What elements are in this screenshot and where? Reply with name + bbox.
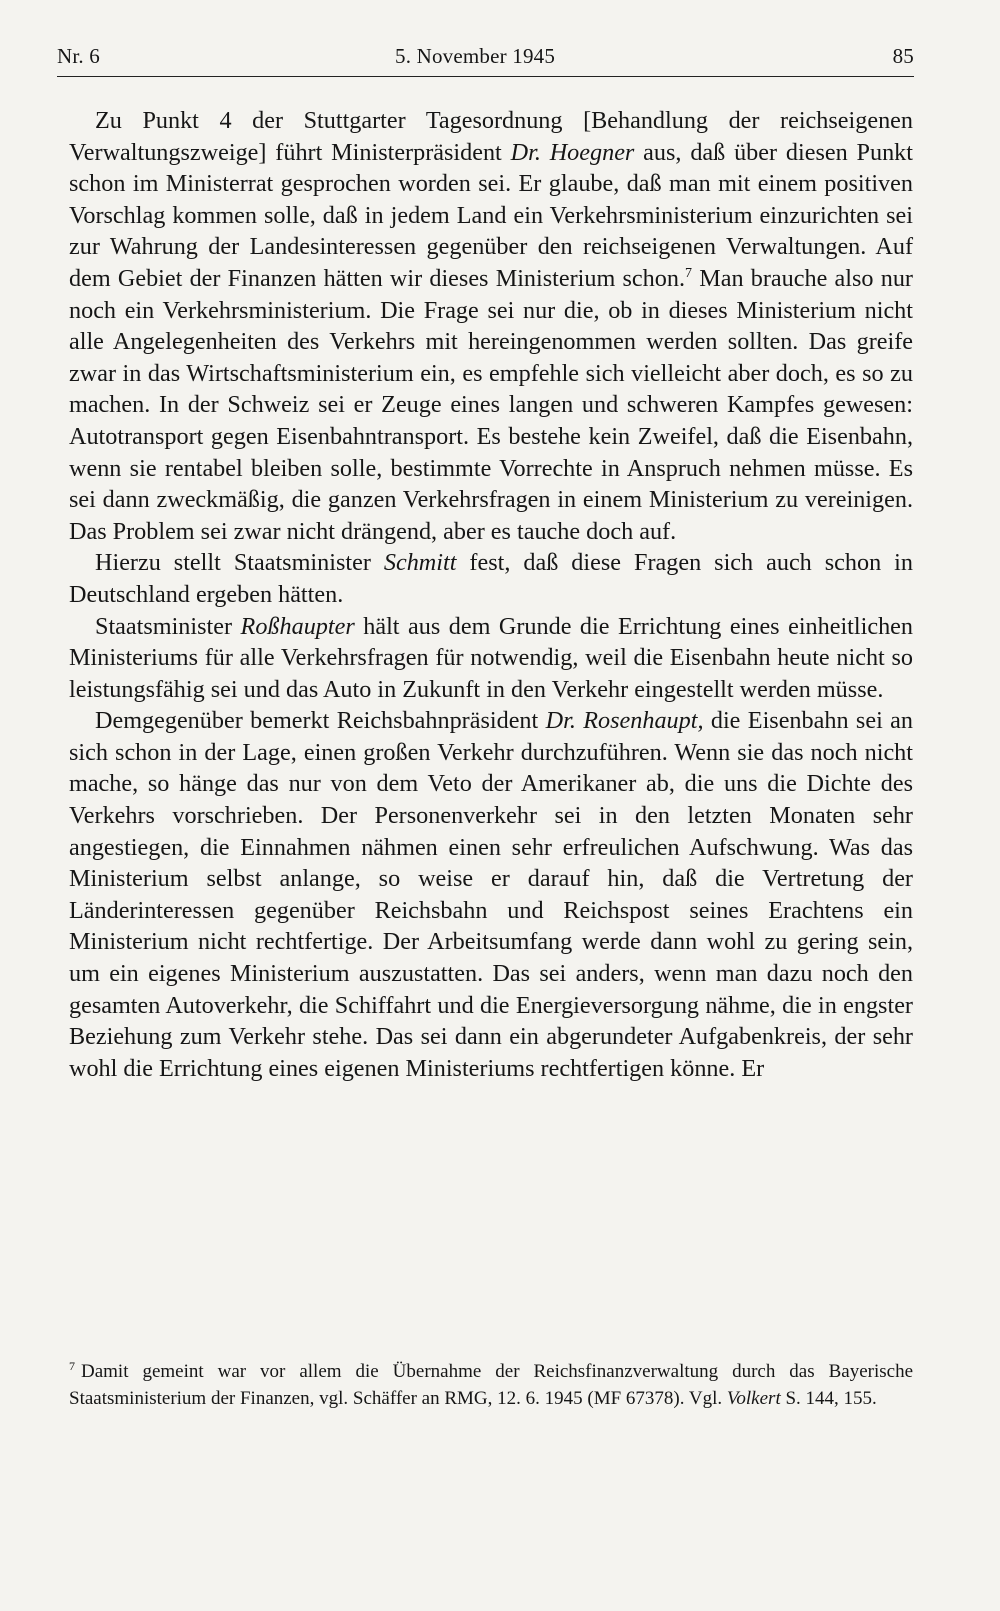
- paragraph-text: Demgegenüber bemerkt Reichsbahnpräsident: [95, 707, 546, 735]
- paragraph-text: Man brauche also nur noch ein Verkehrsministerium. Die Frage sei nur die, ob in dieses Ministerium nicht alle Angelegenheiten des Verkehrs mit hereingenommen werden sollten. Das greife zwar in das Wirtschaftsministerium ein, es empfehle sich vielleicht aber doch, es so zu machen. In der Schweiz sei er Zeuge eines langen und schweren Kampfes gewesen: Autotransport gegen Eisenbahntransport. Es bestehe kein Zweifel, daß die Eisenbahn, wenn sie rentabel bleiben solle, bestimmte Vorrechte in Anspruch nehmen müsse. Es sei dann zweckmäßig, die ganzen Verkehrsfragen in einem Ministerium zu vereinigen. Das Problem sei zwar nicht drängend, aber es tauche doch auf.: [69, 264, 913, 545]
- paragraph-3: [69, 611, 913, 706]
- person-name-schmitt: Schmitt: [383, 549, 457, 577]
- paragraph-text: aus, daß über diesen Punkt schon im Ministerrat gesprochen worden sei. Er glaube, daß man mit einem positiven Vorschlag kommen solle, daß in jedem Land ein Verkehrsministerium einzurichten sei zur Wahrung der Landesinteressen gegenüber den reichseigenen Verwaltungen. Auf dem Gebiet der Finanzen hätten wir dieses Ministerium schon.: [69, 138, 913, 292]
- footnote-author-volkert: Volkert: [726, 1388, 781, 1409]
- header-date: 5. November 1945: [395, 44, 556, 68]
- paragraph-1: [69, 105, 913, 547]
- paragraph-text: fest, daß diese Fragen sich auch schon in Deutschland ergeben hätten.: [69, 549, 914, 608]
- paragraph-2: [69, 547, 913, 610]
- paragraph-text: Hierzu stellt Staatsminister: [95, 549, 384, 577]
- paragraph-text: Zu Punkt 4 der Stuttgarter Tagesordnung [Behandlung der reichseigenen Verwaltungszweige] führt Ministerpräsident: [69, 107, 913, 166]
- paragraph-text: die Eisenbahn sei an sich schon in der Lage, einen großen Verkehr durchzuführen. Wenn sie das noch nicht mache, so hänge das nur von dem Veto der Amerikaner ab, die uns die Dichte des Verkehrs vorschrieben. Der Personenverkehr sei in den letzten Monaten sehr angestiegen, die Einnahmen nähmen einen sehr erfreulichen Aufschwung. Was das Ministerium selbst anlange, so weise er darauf hin, daß die Vertretung der Länderinteressen gegenüber Reichsbahn und Reichspost seines Erachtens ein Ministerium nicht rechtfertige. Der Arbeitsumfang werde dann wohl zu gering sein, um ein eigenes Ministerium auszustatten. Das sei anders, wenn man dazu noch den gesamten Autoverkehr, die Schiffahrt und die Energieversorgung nähme, die in engster Beziehung zum Verkehr stehe. Das sei dann ein abgerundeter Aufgabenkreis, der sehr wohl die Errichtung eines eigenen Ministeriums rechtfertigen könne. Er: [69, 707, 913, 1082]
- page-number: 85: [892, 44, 914, 68]
- footnote-text: Damit gemeint war vor allem die Übernahme der Reichsfinanzverwaltung durch das Bayerische Staatsministerium der Finanzen, vgl. Schäffer an RMG, 12. 6. 1945 (MF 67378). Vgl.: [69, 1361, 913, 1409]
- footnote-marker: 7: [69, 1359, 75, 1373]
- footnote: [69, 1358, 913, 1412]
- person-name-rosenhaupt: Dr. Rosenhaupt,: [545, 707, 704, 735]
- header-rule: [57, 76, 914, 77]
- footnote-reference: 7: [685, 265, 692, 281]
- person-name-hoegner: Dr. Hoegner: [510, 138, 635, 166]
- footnote-text: S. 144, 155.: [780, 1388, 877, 1409]
- person-name-rosshaupter: Roßhaupter: [240, 612, 355, 640]
- paragraph-4: [69, 705, 913, 1084]
- issue-number: Nr. 6: [57, 44, 100, 68]
- running-header: [57, 44, 914, 74]
- paragraph-text: Staatsminister: [95, 612, 241, 640]
- paragraph-text: hält aus dem Grunde die Errichtung eines einheitlichen Ministeriums für alle Verkehrsfragen für notwendig, weil die Eisenbahn heute nicht so leistungsfähig sei und das Auto in Zukunft in den Verkehr eingestellt werden müsse.: [69, 612, 914, 703]
- body-text: [69, 105, 913, 1084]
